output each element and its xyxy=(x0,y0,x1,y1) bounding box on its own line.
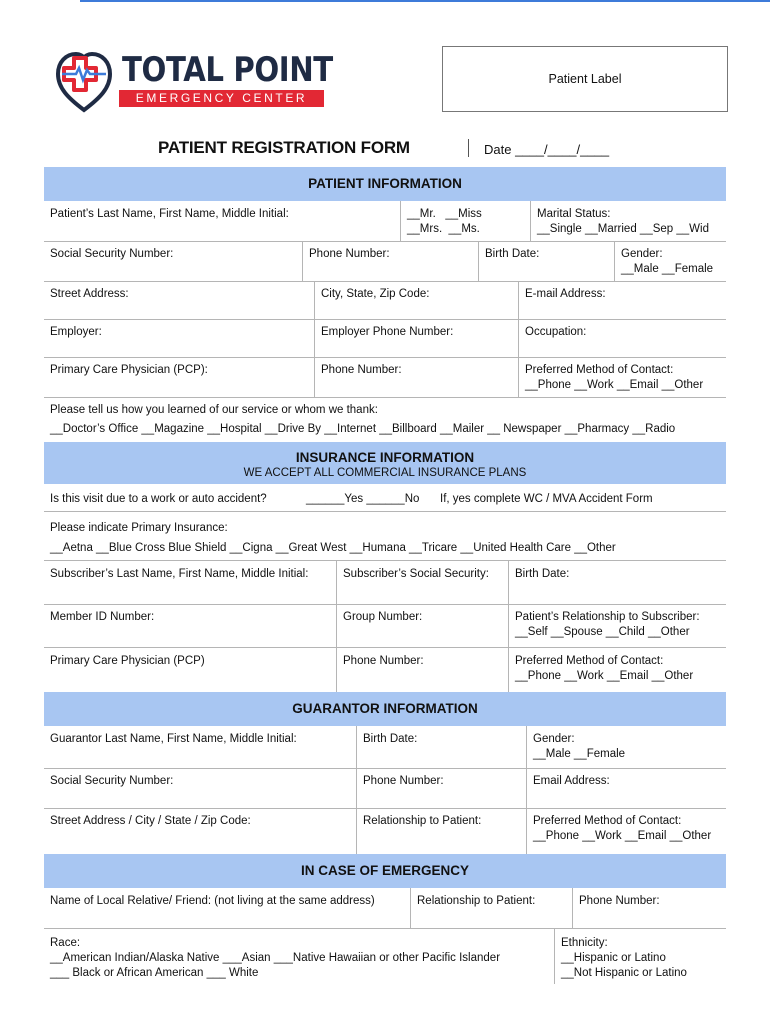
patient-info-heading: PATIENT INFORMATION xyxy=(308,176,462,191)
guarantor-email-label: Email Address: xyxy=(533,775,610,787)
employer-label: Employer: xyxy=(50,326,102,338)
birth-date-label: Birth Date: xyxy=(485,248,540,260)
accident-options[interactable]: ______Yes ______No xyxy=(306,493,420,505)
insurance-info-heading: INSURANCE INFORMATION xyxy=(295,450,475,465)
pcp-label: Primary Care Physician (PCP): xyxy=(50,364,208,376)
date-field[interactable]: Date ____/____/____ xyxy=(484,142,610,157)
subscriber-name-label: Subscriber’s Last Name, First Name, Middle Initial: xyxy=(50,568,309,580)
employer-phone-label: Employer Phone Number: xyxy=(321,326,454,338)
race-ethnicity-row xyxy=(44,928,726,984)
patient-pcp-row xyxy=(44,357,726,398)
ethnicity-options-line2: __Not Hispanic or Latino xyxy=(561,967,687,979)
title-divider xyxy=(468,139,469,157)
insurance-pcp-label: Primary Care Physician (PCP) xyxy=(50,655,205,667)
emergency-info-heading: IN CASE OF EMERGENCY xyxy=(300,863,470,878)
race-field[interactable] xyxy=(44,928,552,984)
ssn-label: Social Security Number: xyxy=(50,248,174,260)
guarantor-info-header xyxy=(44,692,726,726)
brand-tagline: EMERGENCY CENTER xyxy=(119,90,324,107)
pcp-field[interactable] xyxy=(44,357,314,397)
insurance-contact-options: __Phone __Work __Email __Other xyxy=(515,670,694,682)
insurance-phone-field[interactable] xyxy=(336,648,508,692)
insurance-info-subheading: WE ACCEPT ALL COMMERCIAL INSURANCE PLANS xyxy=(243,467,527,479)
race-options-line1: __American Indian/Alaska Native ___Asian ___Native Hawaiian or other Pacific Islander xyxy=(50,952,501,964)
pcp-phone-field[interactable] xyxy=(314,357,518,397)
guarantor-relationship-label: Relationship to Patient: xyxy=(363,815,482,827)
email-label: E-mail Address: xyxy=(525,288,606,300)
subscriber-birth-date-label: Birth Date: xyxy=(515,568,570,580)
guarantor-address-row xyxy=(44,808,726,854)
guarantor-info-heading: GUARANTOR INFORMATION xyxy=(292,701,478,716)
subscriber-name-field[interactable] xyxy=(44,561,336,604)
gender-field[interactable] xyxy=(614,241,726,281)
insurance-contact-field[interactable] xyxy=(508,648,726,692)
insurance-contact-label: Preferred Method of Contact: xyxy=(515,655,664,667)
member-id-field[interactable] xyxy=(44,604,336,647)
employer-field[interactable] xyxy=(44,319,314,357)
preferred-contact-field[interactable] xyxy=(518,357,726,397)
emergency-phone-label: Phone Number: xyxy=(579,895,660,907)
phone-field[interactable] xyxy=(302,241,478,281)
guarantor-name-row xyxy=(44,726,726,769)
member-id-row xyxy=(44,604,726,648)
accident-question: Is this visit due to a work or auto accident? xyxy=(50,493,267,505)
guarantor-birth-date-field[interactable] xyxy=(356,726,526,768)
guarantor-birth-date-label: Birth Date: xyxy=(363,733,418,745)
insurance-divider xyxy=(44,511,726,512)
relationship-to-subscriber-label: Patient’s Relationship to Subscriber: xyxy=(515,611,700,623)
brand-name: TOTAL POINT xyxy=(122,50,333,90)
race-options-line2: ___ Black or African American ___ White xyxy=(50,967,259,979)
employer-phone-field[interactable] xyxy=(314,319,518,357)
guarantor-address-label: Street Address / City / State / Zip Code: xyxy=(50,815,251,827)
patient-info-header xyxy=(44,167,726,201)
insurance-phone-label: Phone Number: xyxy=(343,655,424,667)
ssn-field[interactable] xyxy=(44,241,302,281)
emergency-relationship-label: Relationship to Patient: xyxy=(417,895,536,907)
form-title: PATIENT REGISTRATION FORM xyxy=(158,138,410,157)
ethnicity-field[interactable] xyxy=(554,928,726,984)
guarantor-gender-label: Gender: xyxy=(533,733,575,745)
insurance-info-header xyxy=(44,442,726,484)
title-options-line1: __Mr. __Miss xyxy=(407,208,482,220)
guarantor-address-field[interactable] xyxy=(44,808,356,854)
guarantor-gender-field[interactable] xyxy=(526,726,726,768)
emergency-contact-row xyxy=(44,888,726,929)
subscriber-row xyxy=(44,560,726,605)
subscriber-ssn-field[interactable] xyxy=(336,561,508,604)
ethnicity-options-line1: __Hispanic or Latino xyxy=(561,952,666,964)
pcp-phone-label: Phone Number: xyxy=(321,364,402,376)
patient-address-row xyxy=(44,281,726,320)
patient-name-row xyxy=(44,201,726,242)
emergency-phone-field[interactable] xyxy=(572,888,726,928)
occupation-label: Occupation: xyxy=(525,326,587,338)
referral-question: Please tell us how you learned of our service or whom we thank: xyxy=(50,404,378,416)
marital-status-label: Marital Status: xyxy=(537,208,611,220)
marital-status-field[interactable] xyxy=(530,201,726,241)
guarantor-ssn-field[interactable] xyxy=(44,768,356,808)
local-relative-note: (not living at the same address) xyxy=(214,895,375,907)
patient-label-box[interactable] xyxy=(442,46,728,112)
ethnicity-label: Ethnicity: xyxy=(561,937,608,949)
relationship-to-subscriber-field[interactable] xyxy=(508,604,726,647)
guarantor-name-label: Guarantor Last Name, First Name, Middle Initial: xyxy=(50,733,297,745)
race-label: Race: xyxy=(50,937,81,949)
preferred-contact-options: __Phone __Work __Email __Other xyxy=(525,379,704,391)
title-options-line2: __Mrs. __Ms. xyxy=(407,223,480,235)
medical-cross-heart-icon xyxy=(52,44,116,116)
patient-label-text: Patient Label xyxy=(548,72,622,86)
gender-options: __Male __Female xyxy=(621,263,714,275)
guarantor-ssn-label: Social Security Number: xyxy=(50,775,174,787)
guarantor-ssn-row xyxy=(44,768,726,809)
guarantor-email-field[interactable] xyxy=(526,768,726,808)
subscriber-birth-date-field[interactable] xyxy=(508,561,726,604)
title-field[interactable] xyxy=(400,201,530,241)
group-number-label: Group Number: xyxy=(343,611,423,623)
guarantor-contact-label: Preferred Method of Contact: xyxy=(533,815,682,827)
emergency-relationship-field[interactable] xyxy=(410,888,572,928)
guarantor-contact-field[interactable] xyxy=(526,808,726,854)
subscriber-ssn-label: Subscriber’s Social Security: xyxy=(343,568,489,580)
accident-note: If, yes complete WC / MVA Accident Form xyxy=(440,493,653,505)
patient-name-label: Patient’s Last Name, First Name, Middle Initial: xyxy=(50,208,289,220)
guarantor-contact-options: __Phone __Work __Email __Other xyxy=(533,830,712,842)
guarantor-relationship-field[interactable] xyxy=(356,808,526,854)
patient-ssn-row xyxy=(44,241,726,282)
primary-insurance-options[interactable]: __Aetna __Blue Cross Blue Shield __Cigna __Great West __Humana __Tricare __United Health Care __Other xyxy=(50,542,616,554)
top-accent-line xyxy=(80,0,770,2)
insurance-pcp-field[interactable] xyxy=(44,648,336,692)
guarantor-phone-field[interactable] xyxy=(356,768,526,808)
primary-insurance-question: Please indicate Primary Insurance: xyxy=(50,522,228,534)
brand-logo xyxy=(52,44,342,124)
email-field[interactable] xyxy=(518,281,726,319)
gender-label: Gender: xyxy=(621,248,663,260)
street-address-label: Street Address: xyxy=(50,288,129,300)
city-state-zip-field[interactable] xyxy=(314,281,518,319)
birth-date-field[interactable] xyxy=(478,241,614,281)
patient-name-field[interactable] xyxy=(44,201,400,241)
preferred-contact-label: Preferred Method of Contact: xyxy=(525,364,674,376)
guarantor-name-field[interactable] xyxy=(44,726,356,768)
guarantor-phone-label: Phone Number: xyxy=(363,775,444,787)
relationship-to-subscriber-options: __Self __Spouse __Child __Other xyxy=(515,626,690,638)
group-number-field[interactable] xyxy=(336,604,508,647)
occupation-field[interactable] xyxy=(518,319,726,357)
referral-options[interactable]: __Doctor’s Office __Magazine __Hospital __Drive By __Internet __Billboard __Mailer __ Newspaper __Pharmacy __Radio xyxy=(50,423,676,435)
member-id-label: Member ID Number: xyxy=(50,611,155,623)
street-address-field[interactable] xyxy=(44,281,314,319)
patient-employer-row xyxy=(44,319,726,358)
local-relative-field[interactable] xyxy=(44,888,410,928)
marital-status-options: __Single __Married __Sep __Wid xyxy=(537,223,709,235)
city-state-zip-label: City, State, Zip Code: xyxy=(321,288,430,300)
emergency-info-header xyxy=(44,854,726,888)
local-relative-label: Name of Local Relative/ Friend: xyxy=(50,895,212,907)
guarantor-gender-options: __Male __Female xyxy=(533,748,626,760)
phone-label: Phone Number: xyxy=(309,248,390,260)
insurance-pcp-row xyxy=(44,648,726,692)
